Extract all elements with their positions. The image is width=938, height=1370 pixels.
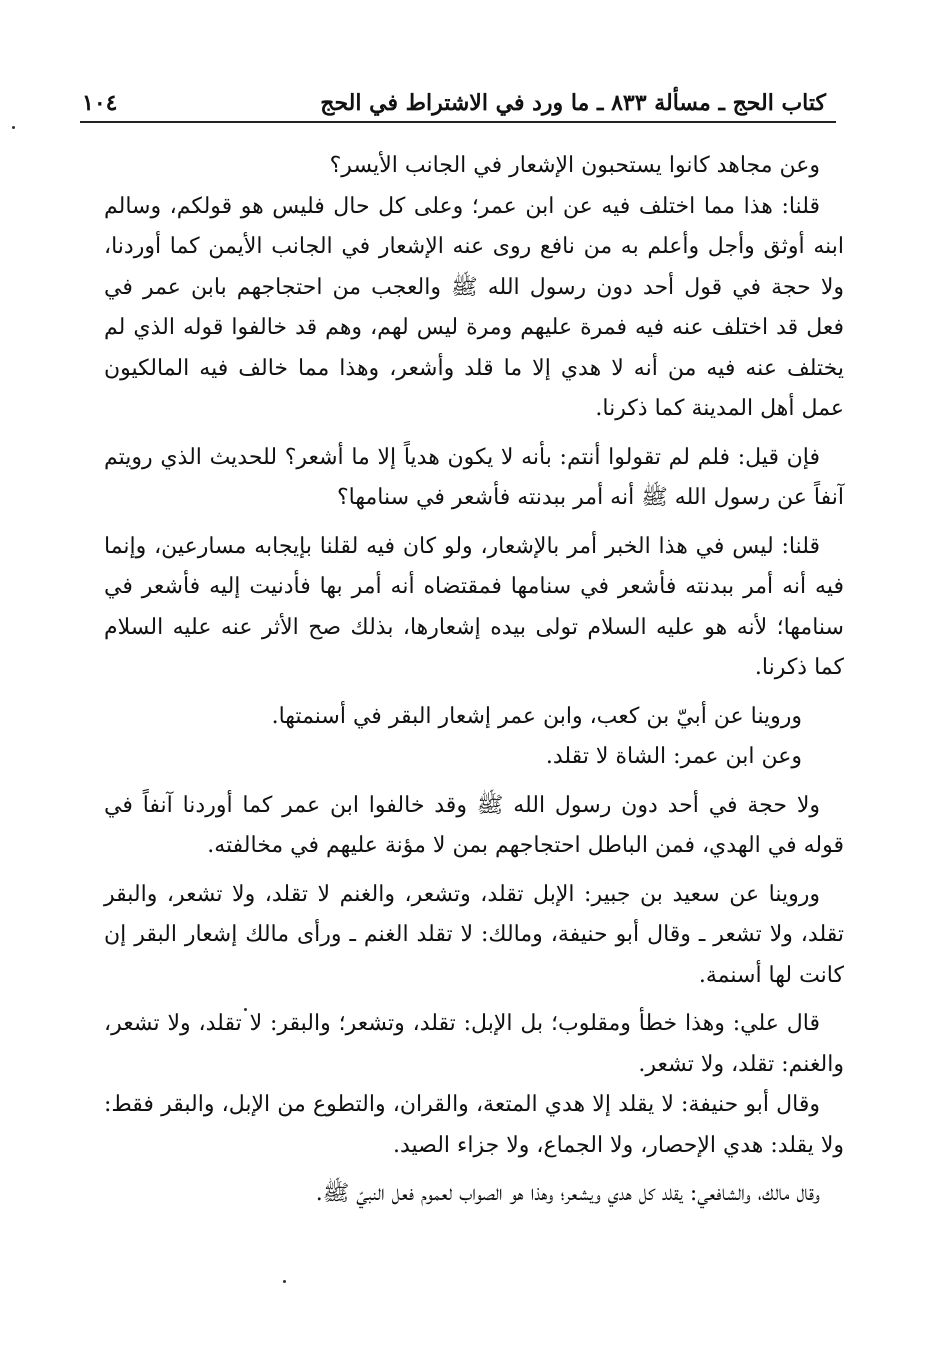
page-header	[82, 74, 826, 116]
page-number: ١٠٤	[82, 90, 118, 116]
scan-speck	[244, 1008, 247, 1011]
header-rule	[80, 121, 836, 123]
running-title: كتاب الحج ـ مسألة ٨٣٣ ـ ما ورد في الاشتراط في الحج	[320, 90, 826, 116]
paragraph-no-proof: ولا حجة في أحد دون رسول الله ﷺ وقد خالفوا ابن عمر كما أوردنا آنفاً في قوله في الهدي، فمن الباطل احتجاجهم بمن لا مؤنة عليهم في مخالفته.	[104, 792, 844, 858]
paragraph-objection: فإن قيل: فلم لم تقولوا أنتم: بأنه لا يكون هدياً إلا ما أشعر؟ للحديث الذي رويتم آنفاً عن رسول الله ﷺ أنه أمر ببدنته فأشعر في سنامها؟	[104, 444, 844, 510]
paragraph-reply-ishaar: قلنا: ليس في هذا الخبر أمر بالإشعار، ولو كان فيه لقلنا بإيجابه مسارعين، وإنما فيه أنه أمر ببدنته فأشعر في سنامها فمقتضاه أنه أمر بها فأدنيت إليه فأشعر في سنامها؛ لأنه هو عليه السلام تولى بيده إشعارها، بذلك صح الأثر عنه عليه السلام كما ذكرنا.	[104, 533, 844, 680]
paragraph-abu-hanifa: وقال أبو حنيفة: لا يقلد إلا هدي المتعة، والقران، والتطوع من الإبل، والبقر فقط: ولا يقلد: هدي الإحصار، ولا الجماع، ولا جزاء الصيد.	[104, 1092, 844, 1158]
paragraph-reply-ibn-umar: قلنا: هذا مما اختلف فيه عن ابن عمر؛ وعلى كل حال فليس هو قولكم، وسالم ابنه أوثق وأجل وأعلم به من نافع روى عنه الإشعار في الجانب الأيمن كما أوردنا، ولا حجة في قول أحد دون رسول الله ﷺ والعجب من احتجاجهم بابن عمر في فعل قد اختلف عنه فيه فمرة عليهم ومرة ليس لهم، وهم قد خالفوا قوله الذي لم يختلف عنه فيه من أنه لا هدي إلا ما قلد وأشعر، وهذا مما خالف فيه المالكيون عمل أهل المدينة كما ذكرنا.	[104, 193, 844, 421]
paragraph-malik-shafii: وقال مالك، والشافعي: يقلد كل هدي ويشعر؛ وهذا هو الصواب لعموم فعل النبيّ ﷺ.	[315, 1181, 820, 1206]
paragraph-sheep: وعن ابن عمر: الشاة لا تقلد.	[545, 744, 802, 769]
paragraph-mujahid: وعن مجاهد كانوا يستحبون الإشعار في الجانب الأيسر؟	[329, 153, 820, 178]
scan-speck	[12, 126, 15, 129]
scan-speck	[283, 1280, 286, 1283]
paragraph-ali: قال علي: وهذا خطأ ومقلوب؛ بل الإبل: تقلد، وتشعر؛ والبقر: لا تقلد، ولا تشعر، والغنم: تقلد، ولا تشعر.	[104, 1011, 844, 1077]
paragraph-ubayy: وروينا عن أبيّ بن كعب، وابن عمر إشعار البقر في أسنمتها.	[271, 703, 802, 729]
paragraph-said-ibn-jubayr: وروينا عن سعيد بن جبير: الإبل تقلد، وتشعر، والغنم لا تقلد، ولا تشعر، والبقر تقلد، ولا تشعر ـ وقال أبو حنيفة، ومالك: لا تقلد الغنم ـ ورأى مالك إشعار البقر إن كانت لها أسنمة.	[104, 881, 844, 988]
main-text	[104, 146, 844, 1215]
